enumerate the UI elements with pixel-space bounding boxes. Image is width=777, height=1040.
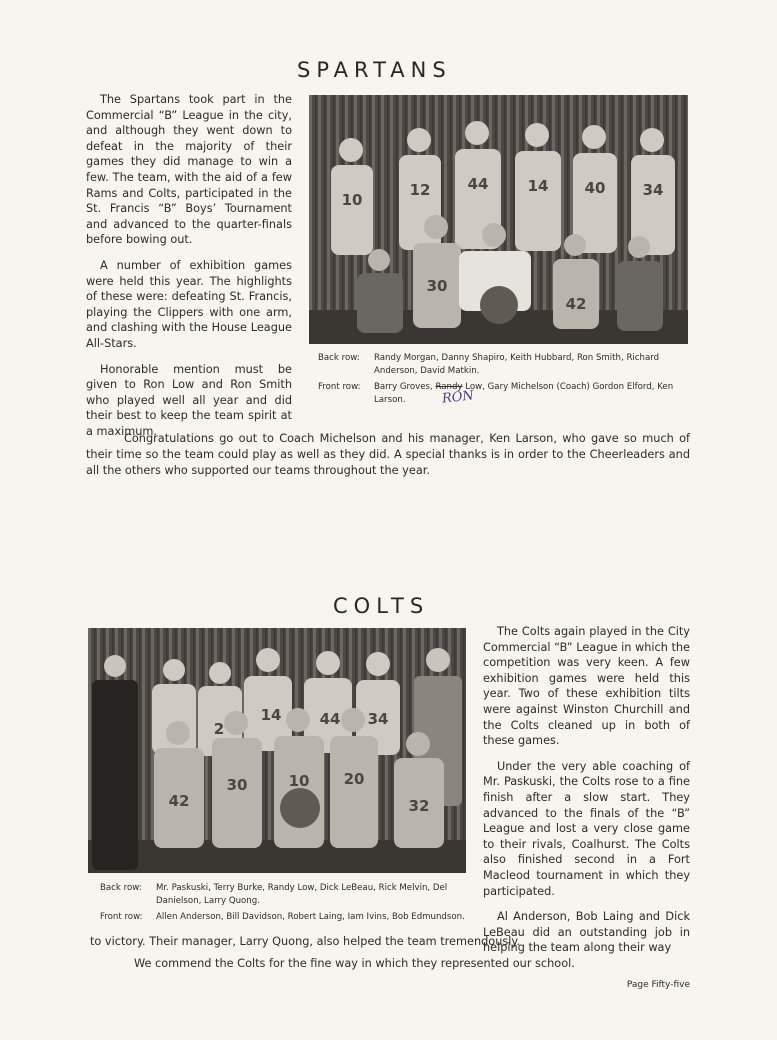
spartans-caption-front-row	[318, 381, 690, 406]
spartans-title: SPARTANS	[297, 58, 452, 82]
colts-paragraph-1: The Colts again played in the City Commercial “B” League in which the competition was very keen. A few exhibition games were held this year. Two of these exhibition tilts were against Winston Churchill and the Colts cleaned up in both of these games.	[483, 625, 691, 748]
colts-caption-back-row	[100, 882, 468, 907]
spartans-photo-art	[309, 95, 688, 344]
caption-names: Randy Morgan, Danny Shapiro, Keith Hubbard, Ron Smith, Richard Anderson, David Matkin.	[374, 353, 660, 376]
spartans-caption-back-row	[318, 352, 690, 377]
colts-jersey: 32	[408, 797, 430, 815]
caption-label: Back row:	[100, 883, 142, 893]
spartans-jersey: 42	[565, 295, 587, 313]
caption-names: Barry Groves,	[374, 382, 433, 392]
colts-title: COLTS	[333, 594, 430, 618]
caption-names: Mr. Paskuski, Terry Burke, Randy Low, Dick LeBeau, Rick Melvin, Del Danielson, Larry Quong.	[156, 883, 448, 906]
colts-jersey: 20	[343, 770, 365, 788]
spartans-jersey: 44	[467, 175, 489, 193]
colts-closing-line-1: to victory. Their manager, Larry Quong, also helped the team tremendously.	[90, 935, 521, 948]
caption-names: Low, Gary Michelson (Coach) Gordon Elford, Ken Larson.	[374, 382, 674, 405]
colts-jersey: 2	[213, 720, 225, 738]
spartans-paragraph-1: The Spartans took part in the Commercial “B” League in the city, and although they went down to defeat in the majority of their games they did manage to win a few. The team, with the aid of a few Rams and Colts, participated in the St. Francis “B” Boys’ Tournament and advanced to the quarter-finals before bowing out.	[86, 93, 292, 247]
spartans-jersey: 34	[642, 181, 664, 199]
spartans-text-column	[86, 92, 292, 449]
spartans-jersey: 30	[426, 277, 448, 295]
spartans-closing-text: Congratulations go out to Coach Michelson and his manager, Ken Larson, who gave so much of their time so the team could play as well as they did. A special thanks is in order to the Cheerleaders and all the others who supported our teams throughout the year.	[86, 432, 690, 477]
spartans-caption	[318, 352, 690, 406]
colts-team-photo	[88, 628, 466, 873]
colts-paragraph-3: Al Anderson, Bob Laing and Dick LeBeau did an outstanding job in helping the team along their way	[483, 910, 690, 955]
spartans-paragraph-3: Honorable mention must be given to Ron Low and Ron Smith who played well all year and did their best to keep the team spirit at a maximum.	[86, 362, 292, 438]
colts-photo-art	[88, 628, 466, 873]
spartans-jersey: 12	[409, 181, 431, 199]
caption-label: Front row:	[100, 912, 143, 922]
colts-text-column	[483, 624, 690, 956]
spartans-closing	[86, 431, 690, 479]
spartans-jersey: 14	[527, 177, 549, 195]
colts-caption-front-row	[100, 911, 468, 924]
caption-label: Front row:	[318, 382, 361, 392]
colts-jersey: 10	[288, 772, 310, 790]
spartans-jersey: 40	[584, 179, 606, 197]
colts-paragraph-2: Under the very able coaching of Mr. Paskuski, the Colts rose to a fine finish after a slow start. They advanced to the finals of the “B” League and lost a very close game to their rivals, Coalhurst. The Colts also finished second in a Fort Macleod tournament in which they participated.	[483, 759, 690, 898]
colts-jersey: 34	[367, 710, 389, 728]
spartans-team-photo	[309, 95, 688, 344]
spartans-paragraph-2: A number of exhibition games were held this year. The highlights of these were: defeating St. Francis, playing the Clippers with one arm, and clashing with the House League All-Stars.	[86, 258, 292, 350]
caption-names: Allen Anderson, Bill Davidson, Robert Laing, Iam Ivins, Bob Edmundson.	[156, 912, 465, 922]
caption-label: Back row:	[318, 353, 360, 363]
colts-jersey: 44	[319, 710, 341, 728]
spartans-jersey: 10	[341, 191, 363, 209]
colts-jersey: 30	[226, 776, 248, 794]
colts-caption	[100, 882, 468, 924]
colts-jersey: 14	[260, 706, 282, 724]
struck-name: Randy	[435, 382, 463, 392]
colts-closing-line-2: We commend the Colts for the fine way in which they represented our school.	[134, 957, 575, 970]
colts-jersey: 42	[168, 792, 190, 810]
colts-closing	[90, 934, 690, 972]
handwritten-correction: RON	[441, 388, 475, 407]
page-number: Page Fifty-five	[626, 980, 690, 990]
